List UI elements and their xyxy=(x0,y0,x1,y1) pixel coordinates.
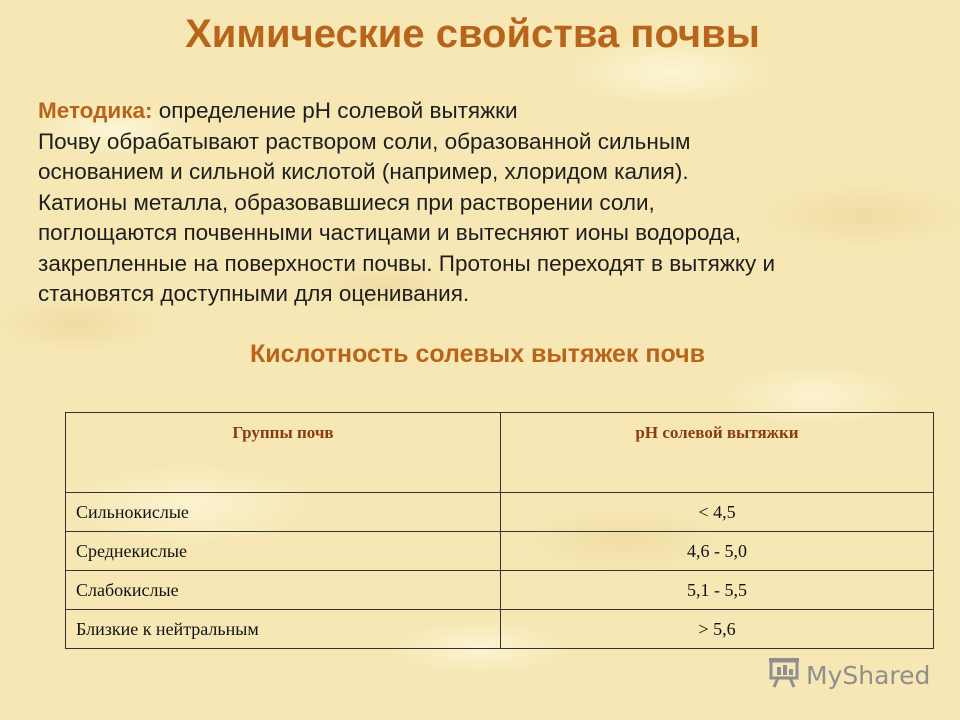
slide-title: Химические свойства почвы xyxy=(185,12,760,56)
method-line xyxy=(38,96,938,127)
body-line: становятся доступными для оценивания. xyxy=(38,281,470,306)
table-row xyxy=(66,532,934,571)
method-label: Методика: xyxy=(38,98,153,123)
header-ph-value: рН солевой вытяжки xyxy=(501,413,934,493)
ph-cell: < 4,5 xyxy=(501,493,934,532)
table-row xyxy=(66,493,934,532)
soil-group-cell: Сильнокислые xyxy=(66,493,501,532)
ph-cell: 4,6 - 5,0 xyxy=(501,532,934,571)
soil-group-cell: Среднекислые xyxy=(66,532,501,571)
method-text: определение рН солевой вытяжки xyxy=(152,98,518,123)
watermark-text: MyShared xyxy=(806,660,931,690)
body-line: поглощаются почвенными частицами и вытесняют ионы водорода, xyxy=(38,220,741,245)
soil-group-cell: Слабокислые xyxy=(66,571,501,610)
body-line: Катионы металла, образовавшиеся при растворении соли, xyxy=(38,189,655,215)
ph-cell: 5,1 - 5,5 xyxy=(501,571,934,610)
body-line: Почву обрабатывают раствором соли, образованной сильным xyxy=(38,128,691,154)
table-title: Кислотность солевых вытяжек почв xyxy=(250,340,705,368)
acidity-table xyxy=(65,412,934,649)
table-row xyxy=(66,571,934,610)
body-line: закрепленные на поверхности почвы. Протоны переходят в вытяжку и xyxy=(38,250,776,276)
presentation-board-icon xyxy=(768,656,802,694)
soil-group-cell: Близкие к нейтральным xyxy=(66,610,501,649)
myshared-watermark xyxy=(768,657,930,693)
table-header-row xyxy=(66,413,934,493)
header-soil-groups: Группы почв xyxy=(66,413,501,493)
ph-cell: > 5,6 xyxy=(501,610,934,649)
body-line: основанием и сильной кислотой (например, хлоридом калия). xyxy=(38,159,689,184)
method-description xyxy=(38,96,938,310)
table-row xyxy=(66,610,934,649)
